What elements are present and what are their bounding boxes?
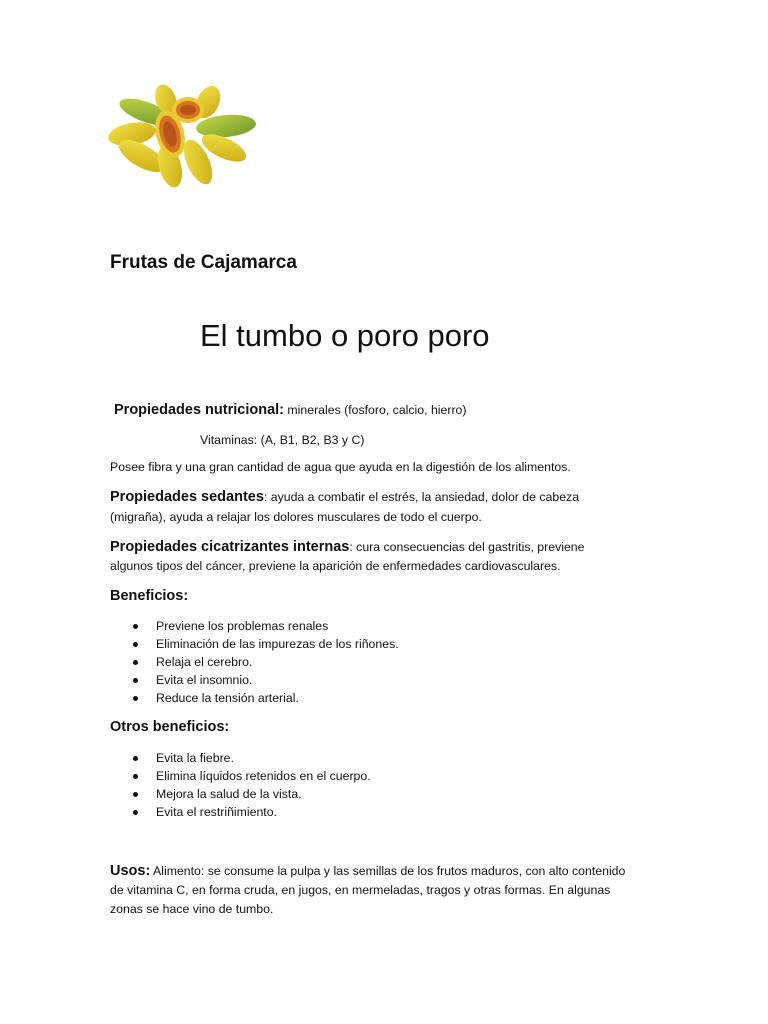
bullet-icon (133, 792, 138, 797)
tumbo-fruit-image (108, 82, 256, 188)
sedative-line-1 (110, 487, 670, 507)
bullet-icon (133, 810, 138, 815)
uses-text-1: Alimento: se consume la pulpa y las semillas de los frutos maduros, con alto contenido (153, 864, 626, 878)
uses-label: Usos: (110, 863, 151, 879)
bullet-icon (133, 642, 138, 647)
sedative-line-2: (migraña), ayuda a relajar los dolores musculares de todo el cuerpo. (110, 510, 482, 524)
vitamins-line: Vitaminas: (A, B1, B2, B3 y C) (200, 433, 365, 447)
list-item: Evita el insomnio. (133, 671, 399, 689)
fiber-line: Posee fibra y una gran cantidad de agua que ayuda en la digestión de los alimentos. (110, 460, 571, 474)
other-benefits-label: Otros beneficios: (110, 719, 230, 735)
list-item: Evita la fiebre. (133, 749, 371, 767)
sedative-label: Propiedades sedantes (110, 489, 264, 505)
list-item: Eliminación de las impurezas de los riñones. (133, 635, 399, 653)
other-benefits-list (133, 749, 371, 821)
document-title: El tumbo o poro poro (200, 318, 490, 353)
uses-line-2: de vitamina C, en forma cruda, en jugos, en mermeladas, tragos y otras formas. En algunas (110, 883, 611, 897)
benefits-label: Beneficios: (110, 588, 189, 604)
nutritional-line (114, 400, 674, 420)
bullet-icon (133, 660, 138, 665)
bullet-icon (133, 774, 138, 779)
sedative-text-1: : ayuda a combatir el estrés, la ansiedad, dolor de cabeza (263, 490, 580, 504)
healing-line-2: algunos tipos del cáncer, previene la aparición de enfermedades cardiovasculares. (110, 559, 561, 573)
healing-text-1: : cura consecuencias del gastritis, previene (349, 540, 585, 554)
bullet-icon (133, 756, 138, 761)
list-item: Relaja el cerebro. (133, 653, 399, 671)
bullet-icon (133, 624, 138, 629)
list-item: Evita el restriñimiento. (133, 803, 371, 821)
nutritional-text: minerales (fosforo, calcio, hierro) (287, 403, 467, 417)
list-item: Mejora la salud de la vista. (133, 785, 371, 803)
list-item: Elimina líquidos retenidos en el cuerpo. (133, 767, 371, 785)
list-item: Previene los problemas renales (133, 617, 399, 635)
document-heading: Frutas de Cajamarca (110, 252, 297, 273)
healing-label: Propiedades cicatrizantes internas (110, 539, 350, 555)
list-item: Reduce la tensión arterial. (133, 689, 399, 707)
uses-line-3: zonas se hace vino de tumbo. (110, 902, 274, 916)
healing-line-1 (110, 537, 670, 557)
uses-line-1 (110, 861, 670, 881)
bullet-icon (133, 678, 138, 683)
nutritional-label: Propiedades nutricional: (114, 402, 284, 418)
benefits-list (133, 617, 399, 707)
bullet-icon (133, 696, 138, 701)
